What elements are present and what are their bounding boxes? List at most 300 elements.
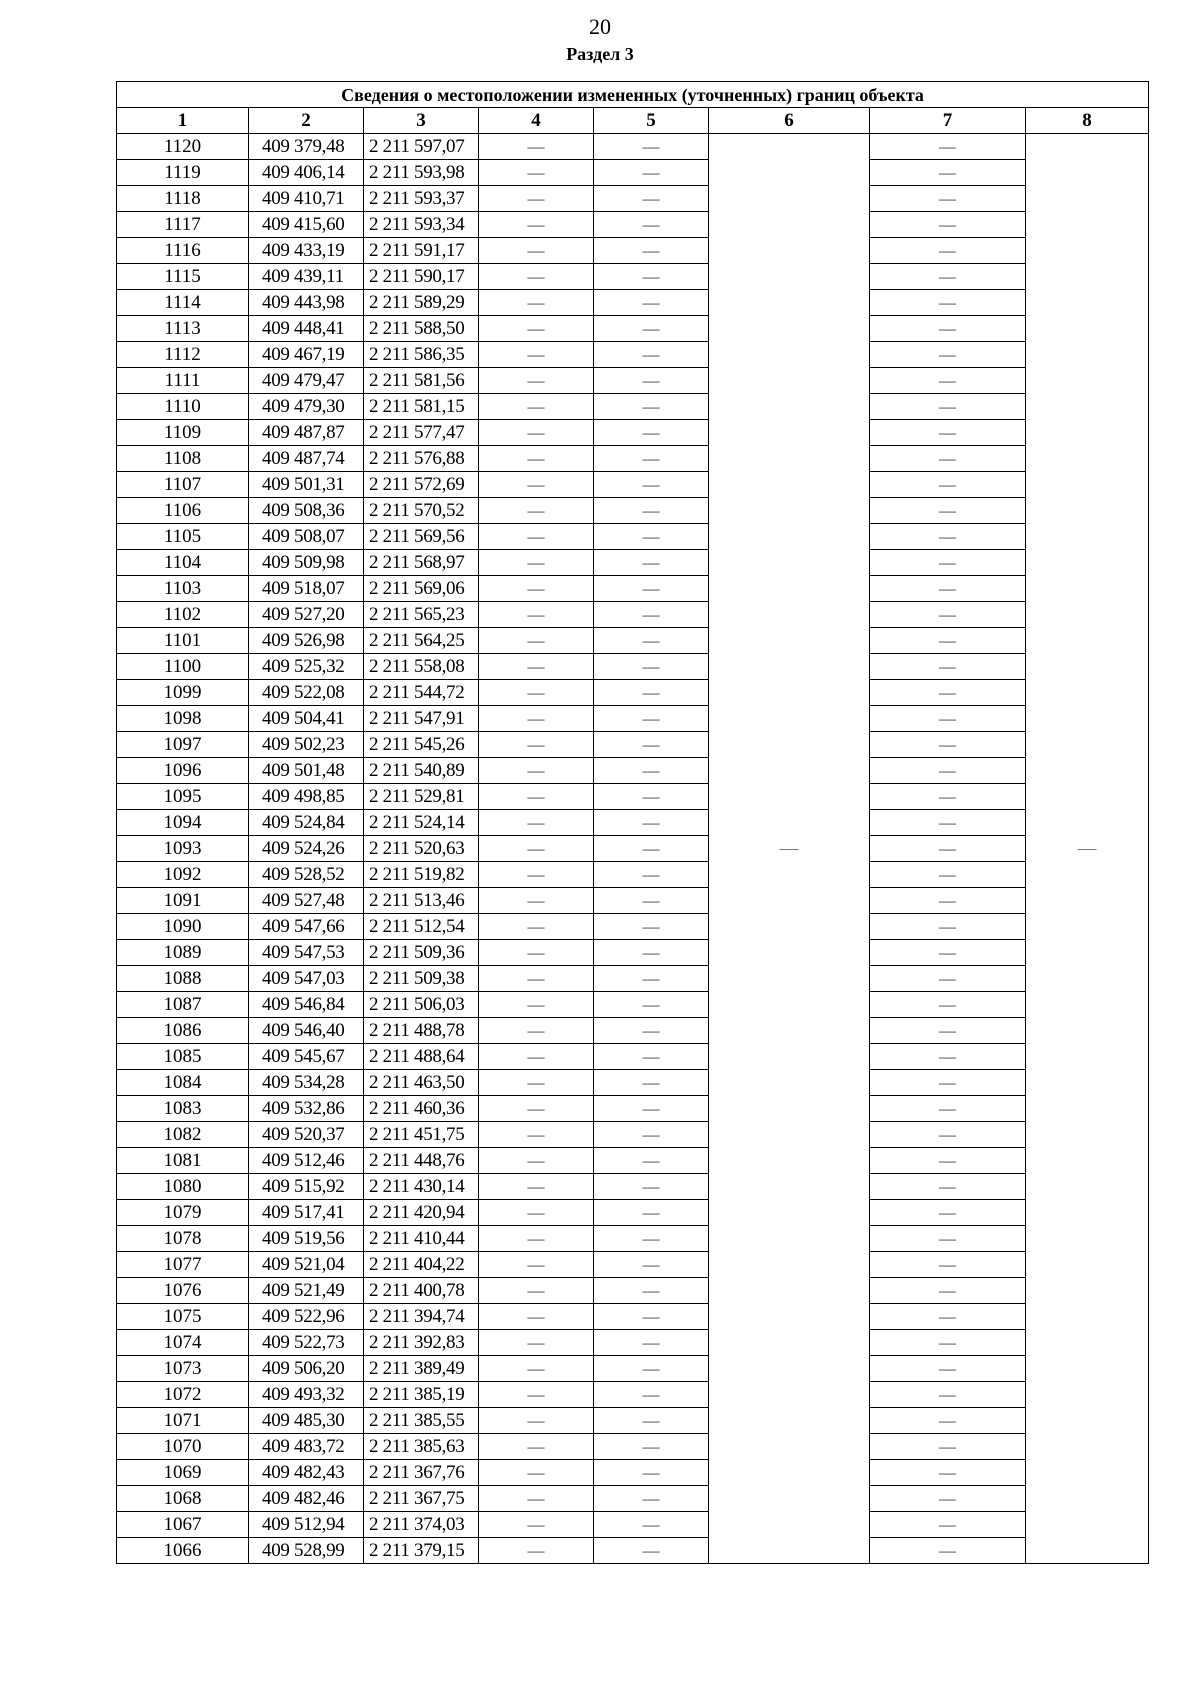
column-4-cell: — xyxy=(479,940,594,966)
y-coordinate-cell: 2 211 581,56 xyxy=(364,368,479,394)
y-coordinate-cell: 2 211 564,25 xyxy=(364,628,479,654)
y-coordinate-cell: 2 211 529,81 xyxy=(364,784,479,810)
column-4-cell: — xyxy=(479,1486,594,1512)
point-number-cell: 1086 xyxy=(117,1018,249,1044)
x-coordinate-cell: 409 502,23 xyxy=(249,732,364,758)
column-5-cell: — xyxy=(594,186,709,212)
point-number-cell: 1106 xyxy=(117,498,249,524)
point-number-cell: 1092 xyxy=(117,862,249,888)
y-coordinate-cell: 2 211 385,19 xyxy=(364,1382,479,1408)
column-4-cell: — xyxy=(479,1200,594,1226)
column-5-cell: — xyxy=(594,1252,709,1278)
table-row xyxy=(117,1538,1149,1564)
x-coordinate-cell: 409 487,74 xyxy=(249,446,364,472)
column-4-cell: — xyxy=(479,576,594,602)
point-number-cell: 1104 xyxy=(117,550,249,576)
y-coordinate-cell: 2 211 367,76 xyxy=(364,1460,479,1486)
table-row xyxy=(117,550,1149,576)
point-number-cell: 1069 xyxy=(117,1460,249,1486)
point-number-cell: 1084 xyxy=(117,1070,249,1096)
y-coordinate-cell: 2 211 588,50 xyxy=(364,316,479,342)
column-4-cell: — xyxy=(479,810,594,836)
y-coordinate-cell: 2 211 509,38 xyxy=(364,966,479,992)
column-5-cell: — xyxy=(594,1018,709,1044)
table-row xyxy=(117,1122,1149,1148)
column-4-cell: — xyxy=(479,316,594,342)
x-coordinate-cell: 409 522,08 xyxy=(249,680,364,706)
table-row xyxy=(117,290,1149,316)
column-4-cell: — xyxy=(479,394,594,420)
table-row xyxy=(117,914,1149,940)
x-coordinate-cell: 409 524,26 xyxy=(249,836,364,862)
column-5-cell: — xyxy=(594,862,709,888)
column-number-header: 1 xyxy=(117,108,249,134)
column-5-cell: — xyxy=(594,212,709,238)
column-number-header: 6 xyxy=(709,108,870,134)
column-4-cell: — xyxy=(479,290,594,316)
x-coordinate-cell: 409 517,41 xyxy=(249,1200,364,1226)
y-coordinate-cell: 2 211 593,37 xyxy=(364,186,479,212)
point-number-cell: 1119 xyxy=(117,160,249,186)
column-4-cell: — xyxy=(479,888,594,914)
column-4-cell: — xyxy=(479,1330,594,1356)
point-number-cell: 1068 xyxy=(117,1486,249,1512)
table-row xyxy=(117,1018,1149,1044)
y-coordinate-cell: 2 211 400,78 xyxy=(364,1278,479,1304)
column-4-cell: — xyxy=(479,134,594,160)
column-7-cell: — xyxy=(870,732,1026,758)
column-7-cell: — xyxy=(870,680,1026,706)
table-row xyxy=(117,420,1149,446)
column-5-cell: — xyxy=(594,498,709,524)
x-coordinate-cell: 409 522,73 xyxy=(249,1330,364,1356)
column-7-cell: — xyxy=(870,1096,1026,1122)
y-coordinate-cell: 2 211 379,15 xyxy=(364,1538,479,1564)
table-row xyxy=(117,1096,1149,1122)
x-coordinate-cell: 409 504,41 xyxy=(249,706,364,732)
y-coordinate-cell: 2 211 593,98 xyxy=(364,160,479,186)
x-coordinate-cell: 409 545,67 xyxy=(249,1044,364,1070)
table-row xyxy=(117,134,1149,160)
column-5-cell: — xyxy=(594,1096,709,1122)
x-coordinate-cell: 409 521,49 xyxy=(249,1278,364,1304)
column-7-cell: — xyxy=(870,498,1026,524)
x-coordinate-cell: 409 508,36 xyxy=(249,498,364,524)
x-coordinate-cell: 409 509,98 xyxy=(249,550,364,576)
point-number-cell: 1112 xyxy=(117,342,249,368)
y-coordinate-cell: 2 211 488,78 xyxy=(364,1018,479,1044)
point-number-cell: 1114 xyxy=(117,290,249,316)
column-5-cell: — xyxy=(594,524,709,550)
y-coordinate-cell: 2 211 569,56 xyxy=(364,524,479,550)
point-number-cell: 1073 xyxy=(117,1356,249,1382)
section-title: Раздел 3 xyxy=(566,44,634,64)
table-row xyxy=(117,576,1149,602)
x-coordinate-cell: 409 515,92 xyxy=(249,1174,364,1200)
column-5-cell: — xyxy=(594,1122,709,1148)
column-7-cell: — xyxy=(870,654,1026,680)
column-4-cell: — xyxy=(479,550,594,576)
column-5-cell: — xyxy=(594,1226,709,1252)
column-5-cell: — xyxy=(594,1434,709,1460)
y-coordinate-cell: 2 211 540,89 xyxy=(364,758,479,784)
table-row xyxy=(117,784,1149,810)
table-row xyxy=(117,706,1149,732)
x-coordinate-cell: 409 439,11 xyxy=(249,264,364,290)
x-coordinate-cell: 409 534,28 xyxy=(249,1070,364,1096)
y-coordinate-cell: 2 211 394,74 xyxy=(364,1304,479,1330)
table-row xyxy=(117,160,1149,186)
column-5-cell: — xyxy=(594,706,709,732)
point-number-cell: 1081 xyxy=(117,1148,249,1174)
column-4-cell: — xyxy=(479,212,594,238)
table-row xyxy=(117,732,1149,758)
column-4-cell: — xyxy=(479,1304,594,1330)
column-4-cell: — xyxy=(479,784,594,810)
x-coordinate-cell: 409 443,98 xyxy=(249,290,364,316)
table-row xyxy=(117,446,1149,472)
table-row xyxy=(117,966,1149,992)
table-row xyxy=(117,758,1149,784)
column-7-cell: — xyxy=(870,992,1026,1018)
y-coordinate-cell: 2 211 558,08 xyxy=(364,654,479,680)
y-coordinate-cell: 2 211 593,34 xyxy=(364,212,479,238)
x-coordinate-cell: 409 546,84 xyxy=(249,992,364,1018)
point-number-cell: 1090 xyxy=(117,914,249,940)
table-caption: Сведения о местоположении измененных (уточненных) границ объекта xyxy=(117,82,1149,108)
column-4-cell: — xyxy=(479,1018,594,1044)
column-4-cell: — xyxy=(479,1070,594,1096)
y-coordinate-cell: 2 211 547,91 xyxy=(364,706,479,732)
column-5-cell: — xyxy=(594,1382,709,1408)
table-row xyxy=(117,1356,1149,1382)
column-8-cell: — xyxy=(1026,134,1149,1564)
table-row xyxy=(117,342,1149,368)
column-7-cell: — xyxy=(870,810,1026,836)
x-coordinate-cell: 409 406,14 xyxy=(249,160,364,186)
point-number-cell: 1105 xyxy=(117,524,249,550)
column-7-cell: — xyxy=(870,394,1026,420)
y-coordinate-cell: 2 211 586,35 xyxy=(364,342,479,368)
column-4-cell: — xyxy=(479,914,594,940)
column-4-cell: — xyxy=(479,966,594,992)
x-coordinate-cell: 409 501,31 xyxy=(249,472,364,498)
column-7-cell: — xyxy=(870,1460,1026,1486)
column-7-cell: — xyxy=(870,1200,1026,1226)
point-number-cell: 1082 xyxy=(117,1122,249,1148)
x-coordinate-cell: 409 520,37 xyxy=(249,1122,364,1148)
column-4-cell: — xyxy=(479,680,594,706)
column-4-cell: — xyxy=(479,1096,594,1122)
table-row xyxy=(117,1252,1149,1278)
column-7-cell: — xyxy=(870,1122,1026,1148)
column-5-cell: — xyxy=(594,1356,709,1382)
column-5-cell: — xyxy=(594,1486,709,1512)
table-row xyxy=(117,1408,1149,1434)
point-number-cell: 1074 xyxy=(117,1330,249,1356)
column-4-cell: — xyxy=(479,706,594,732)
y-coordinate-cell: 2 211 545,26 xyxy=(364,732,479,758)
column-7-cell: — xyxy=(870,1252,1026,1278)
column-5-cell: — xyxy=(594,1174,709,1200)
x-coordinate-cell: 409 501,48 xyxy=(249,758,364,784)
table-row xyxy=(117,472,1149,498)
point-number-cell: 1083 xyxy=(117,1096,249,1122)
y-coordinate-cell: 2 211 568,97 xyxy=(364,550,479,576)
x-coordinate-cell: 409 521,04 xyxy=(249,1252,364,1278)
table-row xyxy=(117,1148,1149,1174)
column-7-cell: — xyxy=(870,1070,1026,1096)
column-5-cell: — xyxy=(594,732,709,758)
x-coordinate-cell: 409 479,30 xyxy=(249,394,364,420)
column-5-cell: — xyxy=(594,160,709,186)
x-coordinate-cell: 409 527,20 xyxy=(249,602,364,628)
column-5-cell: — xyxy=(594,264,709,290)
column-4-cell: — xyxy=(479,992,594,1018)
point-number-cell: 1115 xyxy=(117,264,249,290)
y-coordinate-cell: 2 211 506,03 xyxy=(364,992,479,1018)
x-coordinate-cell: 409 493,32 xyxy=(249,1382,364,1408)
column-5-cell: — xyxy=(594,680,709,706)
column-7-cell: — xyxy=(870,1226,1026,1252)
y-coordinate-cell: 2 211 367,75 xyxy=(364,1486,479,1512)
column-4-cell: — xyxy=(479,1512,594,1538)
y-coordinate-cell: 2 211 572,69 xyxy=(364,472,479,498)
table-row xyxy=(117,1044,1149,1070)
x-coordinate-cell: 409 512,46 xyxy=(249,1148,364,1174)
table-row xyxy=(117,238,1149,264)
table-row xyxy=(117,1304,1149,1330)
y-coordinate-cell: 2 211 524,14 xyxy=(364,810,479,836)
point-number-cell: 1097 xyxy=(117,732,249,758)
column-5-cell: — xyxy=(594,836,709,862)
column-5-cell: — xyxy=(594,992,709,1018)
x-coordinate-cell: 409 410,71 xyxy=(249,186,364,212)
column-5-cell: — xyxy=(594,446,709,472)
column-7-cell: — xyxy=(870,1330,1026,1356)
column-number-header: 8 xyxy=(1026,108,1149,134)
column-4-cell: — xyxy=(479,836,594,862)
column-5-cell: — xyxy=(594,290,709,316)
x-coordinate-cell: 409 547,66 xyxy=(249,914,364,940)
y-coordinate-cell: 2 211 513,46 xyxy=(364,888,479,914)
x-coordinate-cell: 409 479,47 xyxy=(249,368,364,394)
column-4-cell: — xyxy=(479,1148,594,1174)
table-row xyxy=(117,212,1149,238)
y-coordinate-cell: 2 211 569,06 xyxy=(364,576,479,602)
column-7-cell: — xyxy=(870,446,1026,472)
column-7-cell: — xyxy=(870,316,1026,342)
point-number-cell: 1094 xyxy=(117,810,249,836)
column-4-cell: — xyxy=(479,1408,594,1434)
table-row xyxy=(117,316,1149,342)
point-number-cell: 1087 xyxy=(117,992,249,1018)
y-coordinate-cell: 2 211 410,44 xyxy=(364,1226,479,1252)
table-row xyxy=(117,1200,1149,1226)
table-row xyxy=(117,1434,1149,1460)
column-7-cell: — xyxy=(870,706,1026,732)
table-row xyxy=(117,1460,1149,1486)
table-row xyxy=(117,992,1149,1018)
column-5-cell: — xyxy=(594,914,709,940)
table-row xyxy=(117,1486,1149,1512)
column-5-cell: — xyxy=(594,1408,709,1434)
column-7-cell: — xyxy=(870,602,1026,628)
y-coordinate-cell: 2 211 565,23 xyxy=(364,602,479,628)
column-7-cell: — xyxy=(870,1356,1026,1382)
x-coordinate-cell: 409 498,85 xyxy=(249,784,364,810)
column-number-header: 3 xyxy=(364,108,479,134)
x-coordinate-cell: 409 547,53 xyxy=(249,940,364,966)
point-number-cell: 1095 xyxy=(117,784,249,810)
table-row xyxy=(117,836,1149,862)
table-row xyxy=(117,1070,1149,1096)
column-7-cell: — xyxy=(870,1382,1026,1408)
column-7-cell: — xyxy=(870,368,1026,394)
y-coordinate-cell: 2 211 420,94 xyxy=(364,1200,479,1226)
point-number-cell: 1101 xyxy=(117,628,249,654)
column-5-cell: — xyxy=(594,1044,709,1070)
column-4-cell: — xyxy=(479,732,594,758)
table-row xyxy=(117,888,1149,914)
table-row xyxy=(117,810,1149,836)
column-4-cell: — xyxy=(479,1382,594,1408)
column-5-cell: — xyxy=(594,602,709,628)
table-row xyxy=(117,1512,1149,1538)
y-coordinate-cell: 2 211 544,72 xyxy=(364,680,479,706)
column-5-cell: — xyxy=(594,628,709,654)
column-7-cell: — xyxy=(870,1278,1026,1304)
y-coordinate-cell: 2 211 589,29 xyxy=(364,290,479,316)
point-number-cell: 1070 xyxy=(117,1434,249,1460)
x-coordinate-cell: 409 487,87 xyxy=(249,420,364,446)
column-4-cell: — xyxy=(479,186,594,212)
column-4-cell: — xyxy=(479,498,594,524)
y-coordinate-cell: 2 211 519,82 xyxy=(364,862,479,888)
column-5-cell: — xyxy=(594,1330,709,1356)
x-coordinate-cell: 409 483,72 xyxy=(249,1434,364,1460)
column-4-cell: — xyxy=(479,1356,594,1382)
point-number-cell: 1088 xyxy=(117,966,249,992)
x-coordinate-cell: 409 433,19 xyxy=(249,238,364,264)
y-coordinate-cell: 2 211 385,63 xyxy=(364,1434,479,1460)
x-coordinate-cell: 409 546,40 xyxy=(249,1018,364,1044)
column-7-cell: — xyxy=(870,1304,1026,1330)
table-row xyxy=(117,1278,1149,1304)
column-5-cell: — xyxy=(594,420,709,446)
column-4-cell: — xyxy=(479,446,594,472)
y-coordinate-cell: 2 211 451,75 xyxy=(364,1122,479,1148)
table-row xyxy=(117,264,1149,290)
point-number-cell: 1102 xyxy=(117,602,249,628)
x-coordinate-cell: 409 448,41 xyxy=(249,316,364,342)
column-7-cell: — xyxy=(870,966,1026,992)
y-coordinate-cell: 2 211 448,76 xyxy=(364,1148,479,1174)
column-4-cell: — xyxy=(479,264,594,290)
column-7-cell: — xyxy=(870,1408,1026,1434)
column-4-cell: — xyxy=(479,1434,594,1460)
table-row xyxy=(117,940,1149,966)
x-coordinate-cell: 409 482,46 xyxy=(249,1486,364,1512)
table-row xyxy=(117,1330,1149,1356)
y-coordinate-cell: 2 211 509,36 xyxy=(364,940,479,966)
column-7-cell: — xyxy=(870,264,1026,290)
point-number-cell: 1107 xyxy=(117,472,249,498)
y-coordinate-cell: 2 211 576,88 xyxy=(364,446,479,472)
column-7-cell: — xyxy=(870,1044,1026,1070)
point-number-cell: 1116 xyxy=(117,238,249,264)
column-7-cell: — xyxy=(870,472,1026,498)
table-row xyxy=(117,1382,1149,1408)
x-coordinate-cell: 409 519,56 xyxy=(249,1226,364,1252)
column-5-cell: — xyxy=(594,1148,709,1174)
column-5-cell: — xyxy=(594,1460,709,1486)
table-row xyxy=(117,524,1149,550)
column-4-cell: — xyxy=(479,654,594,680)
column-7-cell: — xyxy=(870,576,1026,602)
table-row xyxy=(117,628,1149,654)
y-coordinate-cell: 2 211 512,54 xyxy=(364,914,479,940)
column-number-header: 5 xyxy=(594,108,709,134)
column-7-cell: — xyxy=(870,1434,1026,1460)
column-4-cell: — xyxy=(479,420,594,446)
y-coordinate-cell: 2 211 374,03 xyxy=(364,1512,479,1538)
column-5-cell: — xyxy=(594,134,709,160)
column-4-cell: — xyxy=(479,602,594,628)
point-number-cell: 1111 xyxy=(117,368,249,394)
column-4-cell: — xyxy=(479,238,594,264)
point-number-cell: 1072 xyxy=(117,1382,249,1408)
point-number-cell: 1091 xyxy=(117,888,249,914)
column-4-cell: — xyxy=(479,472,594,498)
column-5-cell: — xyxy=(594,1200,709,1226)
column-4-cell: — xyxy=(479,524,594,550)
x-coordinate-cell: 409 532,86 xyxy=(249,1096,364,1122)
y-coordinate-cell: 2 211 570,52 xyxy=(364,498,479,524)
x-coordinate-cell: 409 528,52 xyxy=(249,862,364,888)
column-7-cell: — xyxy=(870,1174,1026,1200)
column-7-cell: — xyxy=(870,212,1026,238)
point-number-cell: 1109 xyxy=(117,420,249,446)
column-5-cell: — xyxy=(594,394,709,420)
column-7-cell: — xyxy=(870,524,1026,550)
point-number-cell: 1079 xyxy=(117,1200,249,1226)
column-7-cell: — xyxy=(870,940,1026,966)
column-7-cell: — xyxy=(870,862,1026,888)
column-5-cell: — xyxy=(594,784,709,810)
y-coordinate-cell: 2 211 463,50 xyxy=(364,1070,479,1096)
table-body xyxy=(117,134,1149,1564)
column-5-cell: — xyxy=(594,1538,709,1564)
column-7-cell: — xyxy=(870,888,1026,914)
column-5-cell: — xyxy=(594,1070,709,1096)
table-row xyxy=(117,186,1149,212)
y-coordinate-cell: 2 211 581,15 xyxy=(364,394,479,420)
point-number-cell: 1080 xyxy=(117,1174,249,1200)
point-number-cell: 1077 xyxy=(117,1252,249,1278)
table-row xyxy=(117,498,1149,524)
column-5-cell: — xyxy=(594,342,709,368)
x-coordinate-cell: 409 522,96 xyxy=(249,1304,364,1330)
column-7-cell: — xyxy=(870,238,1026,264)
point-number-cell: 1071 xyxy=(117,1408,249,1434)
column-7-cell: — xyxy=(870,290,1026,316)
x-coordinate-cell: 409 524,84 xyxy=(249,810,364,836)
point-number-cell: 1078 xyxy=(117,1226,249,1252)
column-7-cell: — xyxy=(870,134,1026,160)
page-number: 20 xyxy=(589,14,611,39)
x-coordinate-cell: 409 518,07 xyxy=(249,576,364,602)
